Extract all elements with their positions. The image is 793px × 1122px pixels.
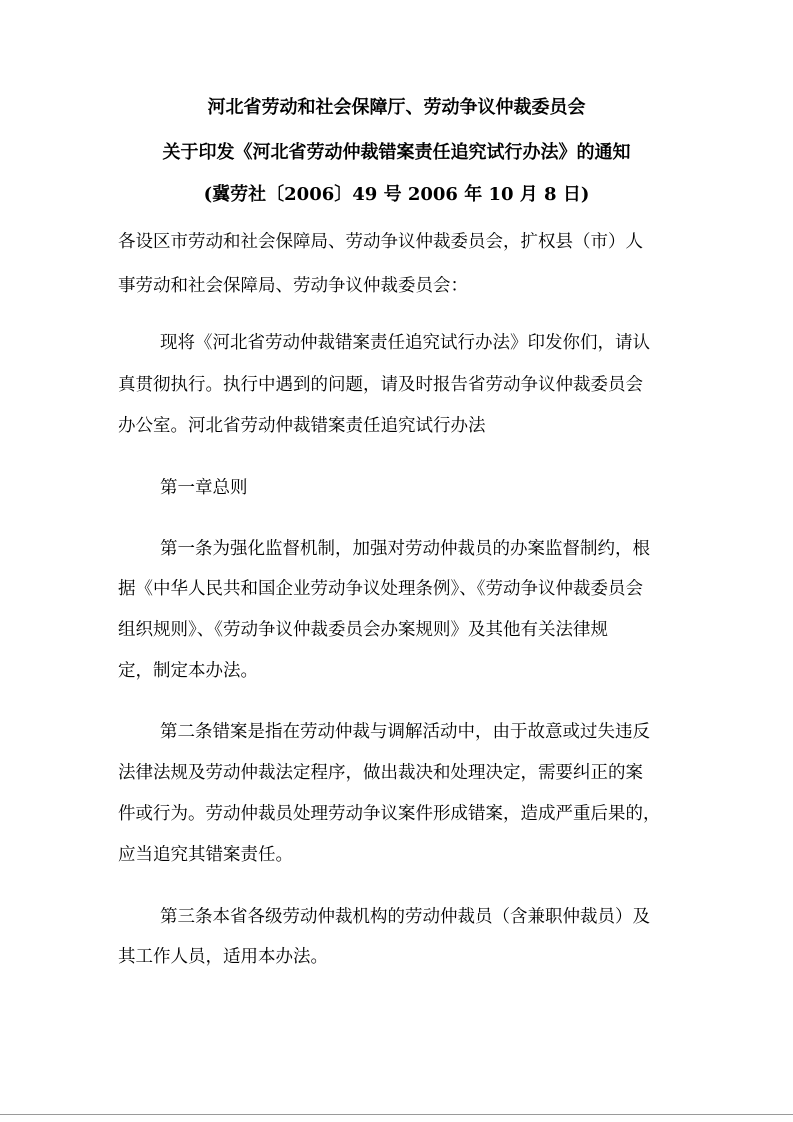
- article-3-line-1: 第三条本省各级劳动仲裁机构的劳动仲裁员（含兼职仲裁员）及: [160, 907, 650, 927]
- notice-line-2: 真贯彻执行。执行中遇到的问题，请及时报告省劳动争议仲裁委员会: [118, 375, 643, 395]
- chapter-heading: 第一章总则: [160, 478, 248, 498]
- title-line-3: (冀劳社〔2006〕49 号 2006 年 10 月 8 日): [203, 184, 590, 205]
- title-line-1: 河北省劳动和社会保障厅、劳动争议仲裁委员会: [207, 97, 586, 118]
- article-2-line-2: 法律法规及劳动仲裁法定程序，做出裁决和处理决定，需要纠正的案: [118, 763, 643, 783]
- article-3-line-2: 其工作人员，适用本办法。: [118, 947, 328, 967]
- page-bottom-divider: [0, 1114, 793, 1115]
- article-1-line-2: 据《中华人民共和国企业劳动争议处理条例》、《劳动争议仲裁委员会: [118, 579, 643, 599]
- addressee-line-1: 各设区市劳动和社会保障局、劳动争议仲裁委员会，扩权县（市）人: [118, 232, 643, 252]
- article-2-line-4: 应当追究其错案责任。: [118, 845, 293, 865]
- title-line-2: 关于印发《河北省劳动仲裁错案责任追究试行办法》的通知: [162, 142, 631, 163]
- article-2-line-3: 件或行为。劳动仲裁员处理劳动争议案件形成错案，造成严重后果的，: [118, 804, 661, 824]
- article-1-line-4: 定，制定本办法。: [118, 661, 258, 681]
- addressee-line-2: 事劳动和社会保障局、劳动争议仲裁委员会：: [118, 276, 468, 296]
- article-1-line-1: 第一条为强化监督机制，加强对劳动仲裁员的办案监督制约，根: [160, 539, 650, 559]
- notice-line-3: 办公室。河北省劳动仲裁错案责任追究试行办法: [118, 416, 486, 436]
- article-2-line-1: 第二条错案是指在劳动仲裁与调解活动中，由于故意或过失违反: [160, 722, 650, 742]
- article-1-line-3: 组织规则》、《劳动争议仲裁委员会办案规则》及其他有关法律规: [118, 620, 608, 640]
- notice-line-1: 现将《河北省劳动仲裁错案责任追究试行办法》印发你们，请认: [160, 333, 650, 353]
